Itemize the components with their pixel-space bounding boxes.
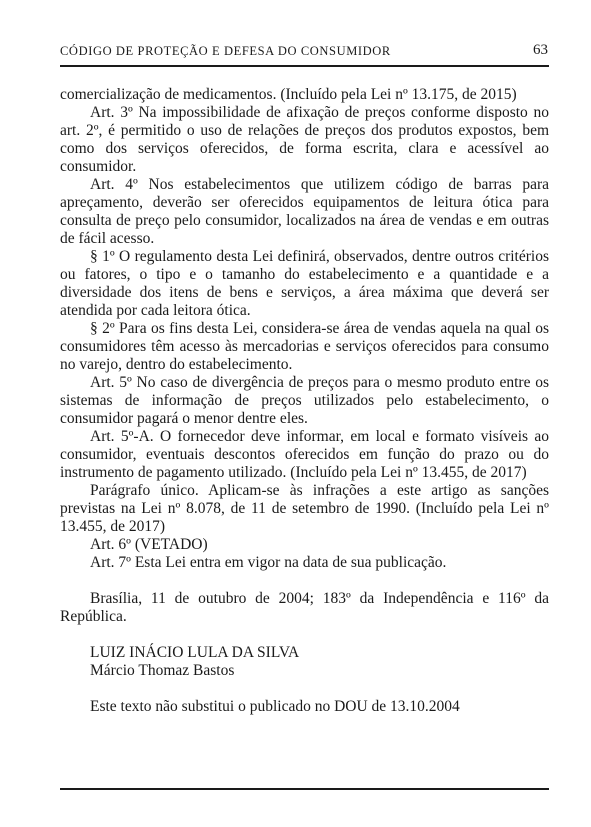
spacer xyxy=(60,680,549,698)
paragraph-art-4: Art. 4º Nos estabelecimentos que utilizem código de barras para apreçamento, deverão ser oferecidos equipamentos de leitura ótica para consulta de preço pelo consumidor, localizados na área de vendas e em outras de fácil acesso. xyxy=(60,176,549,247)
paragraph-art-6: Art. 6º (VETADO) xyxy=(90,536,208,553)
paragraph-art-5a-sole: Parágrafo único. Aplicam-se às infrações a este artigo as sanções previstas na Lei nº 8.078, de 11 de setembro de 1990. (Incluído pela Lei nº 13.455, de 2017) xyxy=(60,482,549,535)
paragraph-art-5a: Art. 5º-A. O fornecedor deve informar, em local e formato visíveis ao consumidor, eventuais descontos oferecidos em função do prazo ou do instrumento de pagamento utilizado. (Incluído pela Lei nº 13.455, de 2017) xyxy=(60,428,549,481)
paragraph-art-7: Art. 7º Esta Lei entra em vigor na data de sua publicação. xyxy=(90,554,447,571)
header-title: CÓDIGO DE PROTEÇÃO E DEFESA DO CONSUMIDOR xyxy=(60,44,391,58)
document-body xyxy=(60,86,549,716)
paragraph-continuation: comercialização de medicamentos. (Incluído pela Lei nº 13.175, de 2015) xyxy=(60,86,517,103)
publication-note: Este texto não substitui o publicado no DOU de 13.10.2004 xyxy=(90,698,460,715)
paragraph-art-4-par-2: § 2º Para os fins desta Lei, considera-se área de vendas aquela na qual os consumidores têm acesso às mercadorias e serviços oferecidos para consumo no varejo, dentro do estabelecimento. xyxy=(60,320,549,373)
paragraph-art-5: Art. 5º No caso de divergência de preços para o mesmo produto entre os sistemas de informação de preços utilizados pelo estabelecimento, o consumidor pagará o menor dentre eles. xyxy=(60,374,549,427)
page-number: 63 xyxy=(533,42,548,58)
spacer xyxy=(60,626,549,644)
place-date: Brasília, 11 de outubro de 2004; 183º da Independência e 116º da República. xyxy=(60,590,549,625)
footer-rule xyxy=(60,788,549,790)
signatory-president: LUIZ INÁCIO LULA DA SILVA xyxy=(90,644,300,661)
spacer xyxy=(60,572,549,590)
paragraph-art-3: Art. 3º Na impossibilidade de afixação de preços conforme disposto no art. 2º, é permitido o uso de relações de preços dos produtos expostos, bem como dos serviços oferecidos, de forma escrita, clara e acessível ao consumidor. xyxy=(60,104,549,175)
running-header xyxy=(60,44,548,64)
header-rule xyxy=(60,65,549,67)
paragraph-art-4-par-1: § 1º O regulamento desta Lei definirá, observados, dentre outros critérios ou fatores, o tipo e o tamanho do estabelecimento e a quantidade e a diversidade dos itens de bens e serviços, a área máxima que deverá ser atendida por cada leitora ótica. xyxy=(60,248,549,319)
signatory-minister: Márcio Thomaz Bastos xyxy=(90,662,235,679)
